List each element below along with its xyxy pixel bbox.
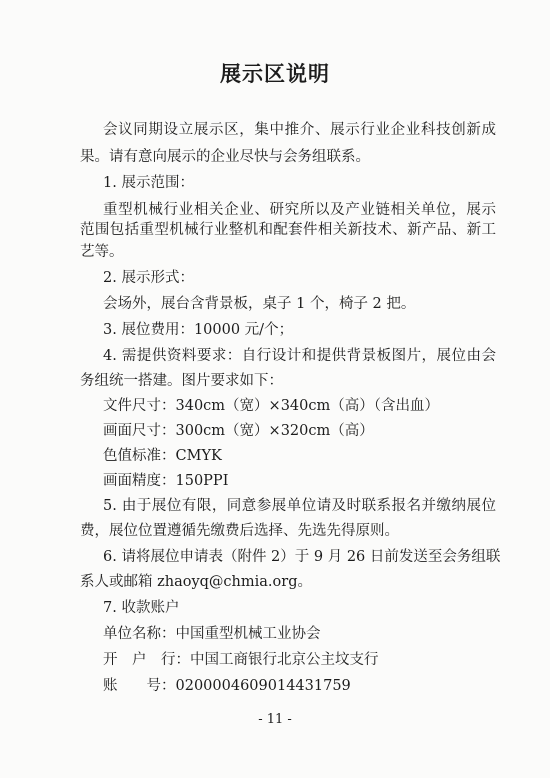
paragraph-line: 务组统一搭建。图片要求如下：: [80, 373, 283, 389]
account-number: 账 号：0200004609014431759: [103, 678, 351, 694]
paragraph-line: 会议同期设立展示区，集中推介、展示行业企业科技创新成: [103, 122, 496, 138]
account-name: 单位名称：中国重型机械工业协会: [103, 626, 321, 642]
spec-line: 文件尺寸：340cm（宽）×340cm（高）（含出血）: [103, 398, 439, 414]
section-heading: 3. 展位费用：10000 元/个；: [103, 322, 294, 338]
section-heading: 2. 展示形式：: [103, 270, 194, 286]
spec-line: 画面尺寸：300cm（宽）×320cm（高）: [103, 423, 374, 439]
section-heading: 7. 收款账户: [103, 600, 180, 616]
section-heading: 4. 需提供资料要求：自行设计和提供背景板图片，展位由会: [103, 348, 496, 364]
paragraph-line: 果。请有意向展示的企业尽快与会务组联系。: [80, 149, 370, 165]
section-heading: 5. 由于展位有限，同意参展单位请及时联系报名并缴纳展位: [103, 498, 496, 514]
section-heading: 1. 展示范围：: [103, 175, 194, 191]
spec-line: 色值标准：CMYK: [103, 448, 222, 464]
paragraph-line: 重型机械行业相关企业、研究所以及产业链相关单位，展示: [103, 202, 496, 218]
page-title: 展示区说明: [220, 62, 330, 86]
account-bank: 开 户 行：中国工商银行北京公主坟支行: [103, 652, 379, 668]
page-number: - 11 -: [258, 712, 292, 727]
spec-line: 画面精度：150PPI: [103, 473, 229, 489]
paragraph-line: 艺等。: [80, 244, 124, 260]
paragraph-line: 费，展位位置遵循先缴费后选择、先选先得原则。: [80, 523, 399, 539]
paragraph-line: 会场外，展台含背景板，桌子 1 个，椅子 2 把。: [103, 296, 416, 312]
paragraph-line: 范围包括重型机械行业整机和配套件相关新技术、新产品、新工: [80, 222, 496, 238]
paragraph-line: 系人或邮箱 zhaoyq@chmia.org。: [80, 574, 312, 590]
section-heading: 6. 请将展位申请表（附件 2）于 9 月 26 日前发送至会务组联: [103, 549, 501, 565]
